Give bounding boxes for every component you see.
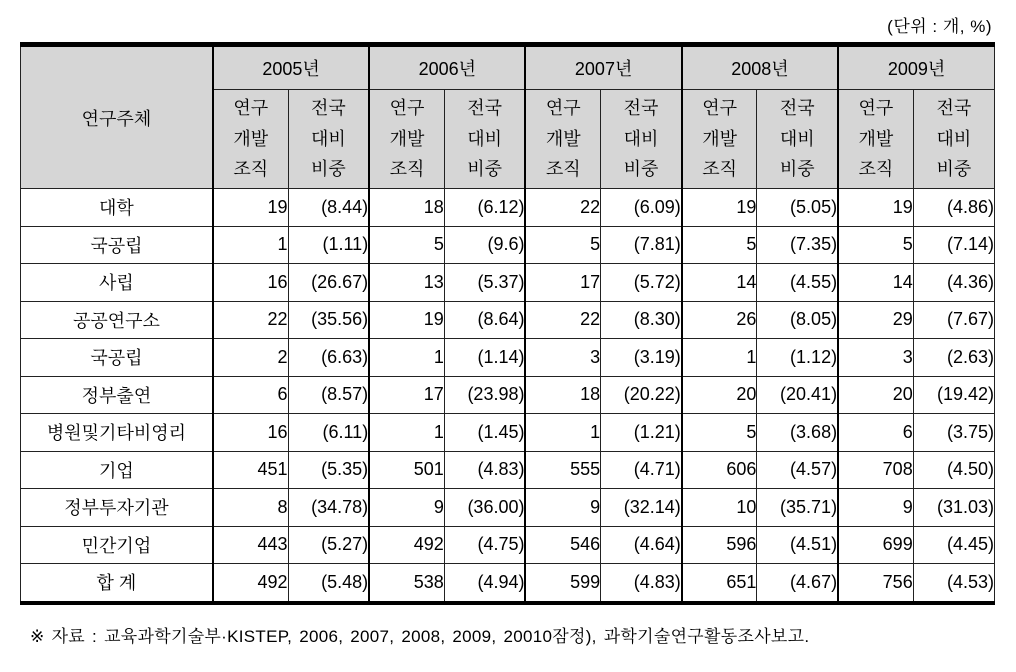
subheader-share: 전국 대비 비중 <box>757 90 838 189</box>
count-cell: 10 <box>682 489 757 527</box>
count-cell: 555 <box>525 451 600 489</box>
share-cell: (5.37) <box>444 264 525 302</box>
count-cell: 14 <box>682 264 757 302</box>
count-cell: 606 <box>682 451 757 489</box>
count-cell: 1 <box>369 339 444 377</box>
share-cell: (4.53) <box>913 564 994 603</box>
share-cell: (4.55) <box>757 264 838 302</box>
count-cell: 18 <box>525 376 600 414</box>
count-cell: 9 <box>525 489 600 527</box>
share-cell: (1.45) <box>444 414 525 452</box>
count-cell: 9 <box>838 489 913 527</box>
count-cell: 501 <box>369 451 444 489</box>
count-cell: 8 <box>213 489 288 527</box>
count-cell: 546 <box>525 526 600 564</box>
count-cell: 20 <box>838 376 913 414</box>
row-label: 민간기업 <box>21 526 213 564</box>
share-cell: (34.78) <box>288 489 369 527</box>
count-cell: 18 <box>369 189 444 227</box>
count-cell: 19 <box>682 189 757 227</box>
share-cell: (6.12) <box>444 189 525 227</box>
share-cell: (8.30) <box>601 301 682 339</box>
share-cell: (20.22) <box>601 376 682 414</box>
count-cell: 22 <box>213 301 288 339</box>
subheader-count: 연구 개발 조직 <box>682 90 757 189</box>
count-cell: 9 <box>369 489 444 527</box>
share-cell: (3.75) <box>913 414 994 452</box>
share-cell: (5.72) <box>601 264 682 302</box>
corner-header: 연구주체 <box>21 45 213 189</box>
share-cell: (4.83) <box>444 451 525 489</box>
count-cell: 699 <box>838 526 913 564</box>
count-cell: 3 <box>525 339 600 377</box>
table-row <box>21 489 995 527</box>
source-note: ※ 자료 : 교육과학기술부·KISTEP, 2006, 2007, 2008, 2009, 20010잠정), 과학기술연구활동조사보고. <box>30 627 810 646</box>
share-cell: (6.09) <box>601 189 682 227</box>
share-cell: (5.05) <box>757 189 838 227</box>
count-cell: 17 <box>525 264 600 302</box>
count-cell: 16 <box>213 264 288 302</box>
row-label: 사립 <box>21 264 213 302</box>
count-cell: 6 <box>213 376 288 414</box>
share-cell: (8.57) <box>288 376 369 414</box>
share-cell: (4.86) <box>913 189 994 227</box>
share-cell: (5.27) <box>288 526 369 564</box>
share-cell: (36.00) <box>444 489 525 527</box>
count-cell: 22 <box>525 189 600 227</box>
count-cell: 756 <box>838 564 913 603</box>
table-row <box>21 226 995 264</box>
share-cell: (4.83) <box>601 564 682 603</box>
subheader-count: 연구 개발 조직 <box>525 90 600 189</box>
year-header-3: 2008년 <box>682 45 838 90</box>
subheader-share: 전국 대비 비중 <box>913 90 994 189</box>
row-label: 대학 <box>21 189 213 227</box>
count-cell: 29 <box>838 301 913 339</box>
count-cell: 26 <box>682 301 757 339</box>
share-cell: (7.35) <box>757 226 838 264</box>
count-cell: 20 <box>682 376 757 414</box>
share-cell: (1.11) <box>288 226 369 264</box>
table-header <box>21 45 995 189</box>
share-cell: (35.56) <box>288 301 369 339</box>
share-cell: (7.67) <box>913 301 994 339</box>
row-label: 기업 <box>21 451 213 489</box>
share-cell: (2.63) <box>913 339 994 377</box>
count-cell: 1 <box>213 226 288 264</box>
share-cell: (31.03) <box>913 489 994 527</box>
count-cell: 3 <box>838 339 913 377</box>
share-cell: (4.50) <box>913 451 994 489</box>
count-cell: 443 <box>213 526 288 564</box>
year-header-0: 2005년 <box>213 45 369 90</box>
share-cell: (4.36) <box>913 264 994 302</box>
share-cell: (4.75) <box>444 526 525 564</box>
count-cell: 708 <box>838 451 913 489</box>
table-row <box>21 526 995 564</box>
share-cell: (4.94) <box>444 564 525 603</box>
share-cell: (3.68) <box>757 414 838 452</box>
subheader-share: 전국 대비 비중 <box>288 90 369 189</box>
share-cell: (3.19) <box>601 339 682 377</box>
table-body <box>21 189 995 603</box>
count-cell: 596 <box>682 526 757 564</box>
count-cell: 16 <box>213 414 288 452</box>
share-cell: (4.67) <box>757 564 838 603</box>
subheader-share: 전국 대비 비중 <box>444 90 525 189</box>
share-cell: (8.64) <box>444 301 525 339</box>
table-row <box>21 264 995 302</box>
row-label: 국공립 <box>21 339 213 377</box>
share-cell: (4.71) <box>601 451 682 489</box>
unit-label: (단위 : 개, %) <box>887 17 992 36</box>
table-row <box>21 564 995 603</box>
share-cell: (5.35) <box>288 451 369 489</box>
share-cell: (6.63) <box>288 339 369 377</box>
count-cell: 1 <box>525 414 600 452</box>
table-row <box>21 451 995 489</box>
count-cell: 492 <box>213 564 288 603</box>
row-label: 공공연구소 <box>21 301 213 339</box>
count-cell: 19 <box>369 301 444 339</box>
share-cell: (35.71) <box>757 489 838 527</box>
count-cell: 599 <box>525 564 600 603</box>
subheader-count: 연구 개발 조직 <box>369 90 444 189</box>
row-label: 병원및기타비영리 <box>21 414 213 452</box>
subheader-count: 연구 개발 조직 <box>838 90 913 189</box>
count-cell: 5 <box>682 414 757 452</box>
research-organizations-table <box>20 42 995 605</box>
count-cell: 451 <box>213 451 288 489</box>
share-cell: (20.41) <box>757 376 838 414</box>
count-cell: 492 <box>369 526 444 564</box>
share-cell: (5.48) <box>288 564 369 603</box>
table-row <box>21 301 995 339</box>
count-cell: 19 <box>213 189 288 227</box>
share-cell: (6.11) <box>288 414 369 452</box>
share-cell: (4.64) <box>601 526 682 564</box>
share-cell: (8.44) <box>288 189 369 227</box>
table-row <box>21 189 995 227</box>
count-cell: 1 <box>682 339 757 377</box>
count-cell: 2 <box>213 339 288 377</box>
row-label: 정부출연 <box>21 376 213 414</box>
share-cell: (32.14) <box>601 489 682 527</box>
share-cell: (8.05) <box>757 301 838 339</box>
count-cell: 1 <box>369 414 444 452</box>
count-cell: 5 <box>838 226 913 264</box>
count-cell: 17 <box>369 376 444 414</box>
share-cell: (19.42) <box>913 376 994 414</box>
share-cell: (26.67) <box>288 264 369 302</box>
count-cell: 538 <box>369 564 444 603</box>
count-cell: 22 <box>525 301 600 339</box>
share-cell: (9.6) <box>444 226 525 264</box>
share-cell: (23.98) <box>444 376 525 414</box>
table-row <box>21 414 995 452</box>
count-cell: 13 <box>369 264 444 302</box>
row-label: 합 계 <box>21 564 213 603</box>
share-cell: (1.21) <box>601 414 682 452</box>
count-cell: 5 <box>682 226 757 264</box>
share-cell: (4.51) <box>757 526 838 564</box>
year-header-4: 2009년 <box>838 45 994 90</box>
share-cell: (4.57) <box>757 451 838 489</box>
subheader-share: 전국 대비 비중 <box>601 90 682 189</box>
year-header-2: 2007년 <box>525 45 681 90</box>
table-row <box>21 339 995 377</box>
year-header-1: 2006년 <box>369 45 525 90</box>
count-cell: 19 <box>838 189 913 227</box>
count-cell: 6 <box>838 414 913 452</box>
share-cell: (1.12) <box>757 339 838 377</box>
subheader-count: 연구 개발 조직 <box>213 90 288 189</box>
count-cell: 5 <box>525 226 600 264</box>
row-label: 정부투자기관 <box>21 489 213 527</box>
count-cell: 5 <box>369 226 444 264</box>
share-cell: (1.14) <box>444 339 525 377</box>
share-cell: (4.45) <box>913 526 994 564</box>
share-cell: (7.81) <box>601 226 682 264</box>
table-row <box>21 376 995 414</box>
row-label: 국공립 <box>21 226 213 264</box>
count-cell: 651 <box>682 564 757 603</box>
count-cell: 14 <box>838 264 913 302</box>
share-cell: (7.14) <box>913 226 994 264</box>
